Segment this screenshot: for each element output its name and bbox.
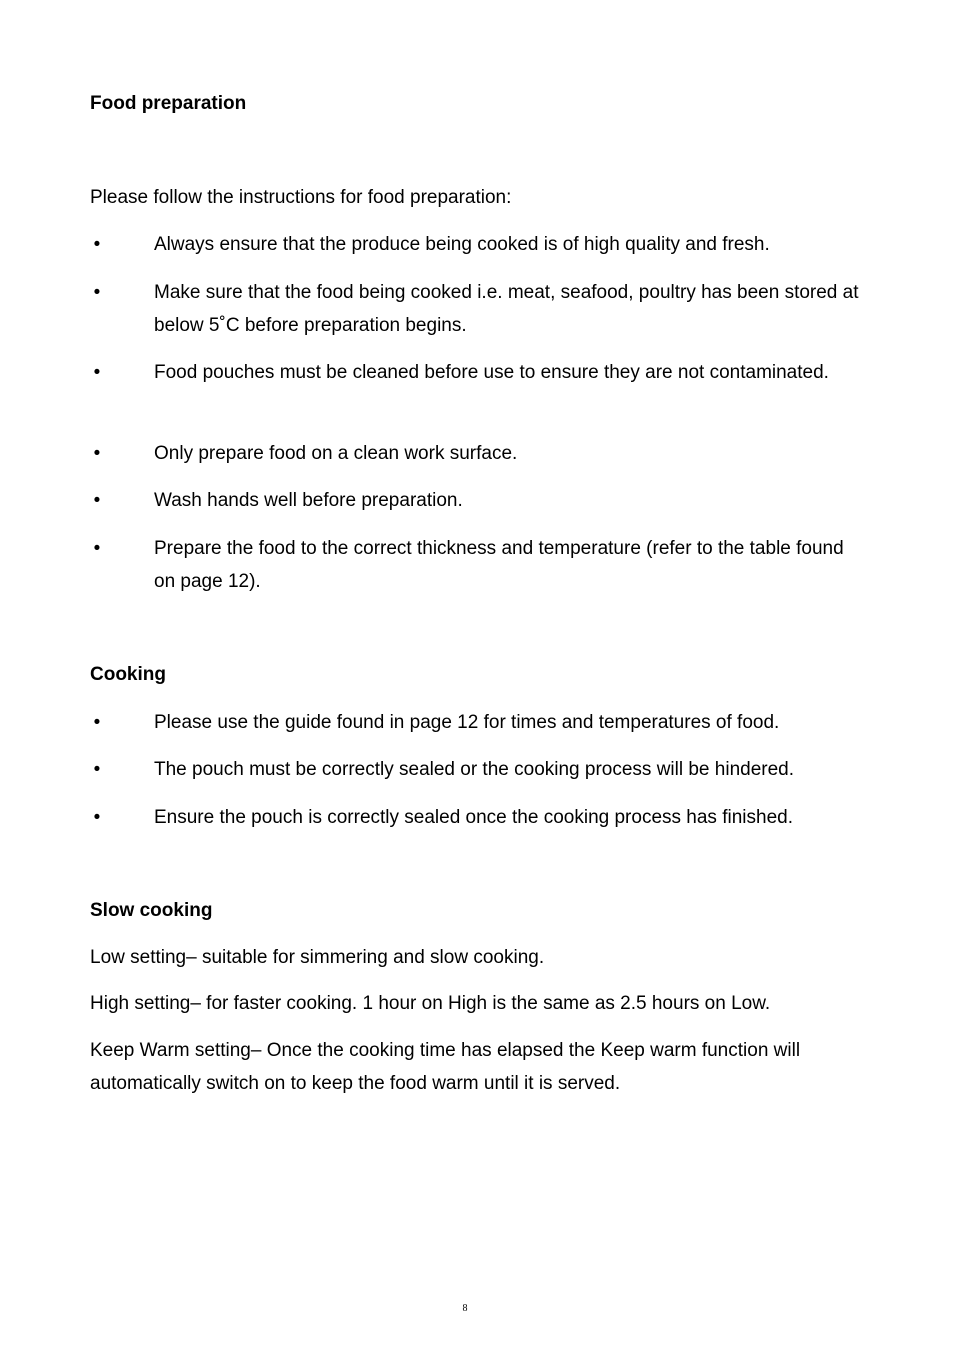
list-item [90, 484, 870, 517]
bullet: • [93, 759, 101, 780]
bullet: • [93, 362, 101, 383]
food-preparation-heading: Food preparation [90, 93, 247, 114]
list-item [90, 801, 870, 834]
slow-cooking-keep-warm-setting: Keep Warm setting– Once the cooking time has elapsed the Keep warm function will automatically switch on to keep the food warm until it is served. [90, 1040, 801, 1094]
list-item-text: The pouch must be correctly sealed or the cooking process will be hindered. [154, 759, 795, 780]
list-item-text: Food pouches must be cleaned before use to ensure they are not contaminated. [154, 362, 829, 383]
list-item-text: Please use the guide found in page 12 for times and temperatures of food. [154, 712, 780, 733]
list-item-text: Prepare the food to the correct thickness and temperature (refer to the table found on page 12). [154, 538, 844, 592]
bullet: • [93, 538, 101, 559]
bullet: • [93, 282, 101, 303]
list-item [90, 437, 870, 470]
bullet: • [93, 443, 101, 464]
list-item [90, 753, 870, 786]
list-item-text: Ensure the pouch is correctly sealed once the cooking process has finished. [154, 807, 793, 828]
list-item-text: Make sure that the food being cooked i.e. meat, seafood, poultry has been stored at below 5˚C before preparation begins. [154, 282, 859, 336]
list-item-text: Only prepare food on a clean work surface. [154, 443, 518, 464]
bullet: • [93, 807, 101, 828]
slow-cooking-low-setting: Low setting– suitable for simmering and slow cooking. [90, 947, 545, 968]
list-item [90, 532, 870, 598]
cooking-heading: Cooking [90, 664, 166, 685]
slow-cooking-heading: Slow cooking [90, 900, 213, 921]
list-item-text: Always ensure that the produce being cooked is of high quality and fresh. [154, 234, 770, 255]
bullet: • [93, 712, 101, 733]
slow-cooking-high-setting: High setting– for faster cooking. 1 hour on High is the same as 2.5 hours on Low. [90, 993, 771, 1014]
list-item [90, 706, 870, 739]
list-item-text: Wash hands well before preparation. [154, 490, 463, 511]
bullet: • [93, 490, 101, 511]
page-number: 8 [462, 1303, 468, 1314]
food-preparation-intro: Please follow the instructions for food preparation: [90, 187, 512, 208]
list-item [90, 356, 870, 389]
list-item [90, 228, 870, 261]
list-item [90, 276, 870, 342]
bullet: • [93, 234, 101, 255]
